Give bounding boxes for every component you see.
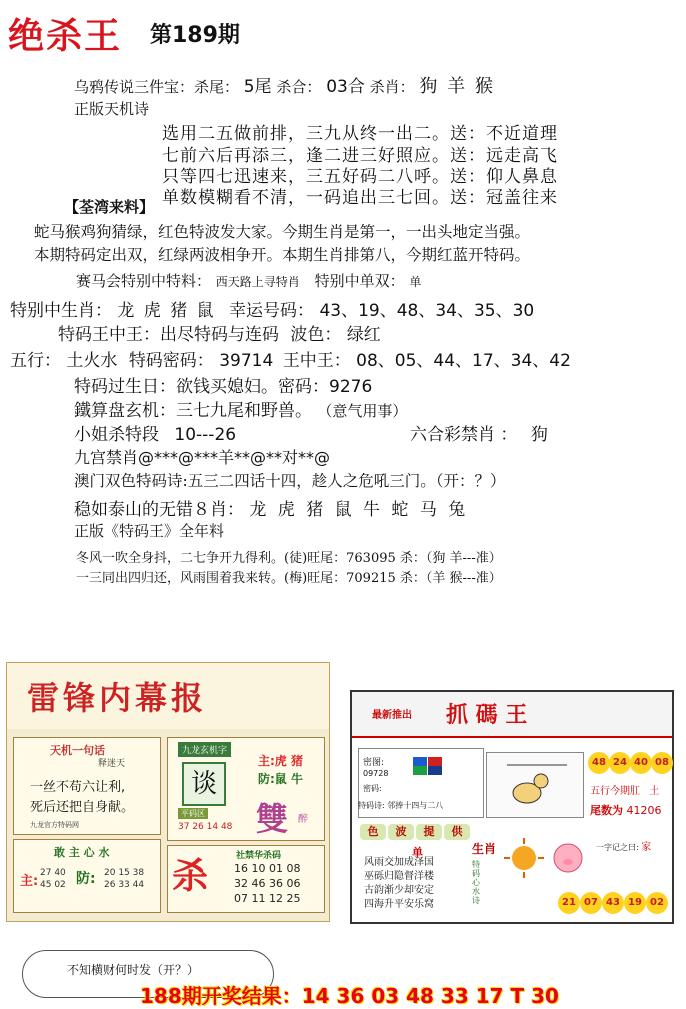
- heart-box: [13, 839, 161, 913]
- tianji-line: 一丝不苟六让利,: [30, 780, 126, 795]
- special-zodiac-label: 特别中生肖：: [10, 301, 112, 321]
- code-label: 密码:: [363, 784, 382, 793]
- tianji-foot: 九龙官方特码网: [30, 821, 79, 829]
- right-poem-line: 古韵渐少却安定: [364, 885, 434, 896]
- draw-result: 188期开奖结果：14 36 03 48 33 17 T 30: [140, 984, 559, 1008]
- zhu-nums: 45 02: [40, 880, 66, 890]
- tianji-label: 天机一句话: [50, 744, 105, 757]
- shebang-row: 16 10 01 08: [234, 862, 301, 875]
- zhuamawang-panel: [350, 690, 674, 924]
- kill-combo-label: 杀合：: [276, 78, 322, 96]
- tail-row: [590, 802, 662, 818]
- wave-label: 波色：: [290, 325, 342, 345]
- shebang-label: 社禁华杀码: [236, 851, 282, 861]
- cartoon-image: [486, 752, 584, 818]
- heart-label: 敢 主 心 水: [54, 846, 110, 859]
- zhuamawang-title: 抓 碼 王: [446, 702, 528, 728]
- number-ball: 40: [630, 752, 652, 774]
- source-text: 本期特码定出双，红绿两波相争开。本期生肖排第八，今期红蓝开特码。: [34, 246, 531, 264]
- abacus-line: [74, 396, 407, 421]
- wenzi-char: 谈: [182, 762, 226, 806]
- poem-title: 正版天机诗: [74, 100, 150, 118]
- lucky-numbers: 43、19、48、34、35、30: [319, 301, 535, 321]
- lhc-value: 狗: [530, 425, 548, 445]
- source-label: 【荃湾来料】: [64, 198, 155, 216]
- number-ball: 08: [651, 752, 673, 774]
- horse-club-line: [76, 270, 421, 291]
- wzw-label: 王中王：: [282, 351, 351, 371]
- stable-value: 龙 虎 猪 鼠 牛 蛇 马 兔: [249, 500, 469, 520]
- special-zodiac-line: [10, 296, 534, 321]
- wuxing-label: 五行：: [10, 351, 61, 371]
- number-ball: 02: [646, 892, 668, 914]
- lhc-label: 六合彩禁肖 ：: [410, 425, 518, 445]
- wuxing-line: [10, 346, 571, 371]
- kill-tail: 5尾: [243, 77, 272, 97]
- wuxing-value: 土火水: [66, 351, 118, 371]
- jiugong-line: 九宫禁肖@***@***羊**@**对**@: [74, 448, 331, 467]
- sha-char: 杀: [172, 856, 209, 897]
- horse-club-value: 西天路上寻特肖: [215, 275, 300, 289]
- sun-icon: [502, 838, 546, 878]
- king-line: [58, 320, 381, 345]
- right-poem-line: 风雨交加成泽国: [364, 857, 434, 868]
- issue-number: 第189期: [150, 23, 240, 48]
- poem-line: 七前六后再添三，逢二进三好照应。送：远走高飞: [162, 146, 558, 166]
- number-ball: 43: [602, 892, 624, 914]
- zhu-nums: 27 40: [40, 868, 66, 878]
- tianji-sub: 释迷天: [98, 759, 126, 769]
- wuxing-line-value: 土: [649, 786, 660, 797]
- right-poem-line: 巫砾归隐督洋楼: [364, 871, 434, 882]
- tail-value: 41206: [626, 804, 662, 817]
- pingte-nums: 37 26 14 48: [178, 822, 233, 832]
- stable-line: [74, 495, 468, 520]
- single-double-value: 单: [409, 275, 422, 289]
- poem-row: [358, 800, 443, 811]
- logo-icon: [413, 757, 443, 775]
- tianji-line: 死后还把自身献。: [30, 800, 135, 815]
- leifeng-panel: [6, 662, 330, 922]
- right-poem-line: 四海升平安乐窝: [364, 899, 434, 910]
- shebang-row: 32 46 36 06: [234, 877, 301, 890]
- zhu-label: 主:: [20, 874, 39, 889]
- new-label: 最新推出: [372, 710, 412, 721]
- number-ball: 19: [624, 892, 646, 914]
- zhuamawang-header: [352, 692, 672, 738]
- pig-icon: [548, 838, 588, 876]
- yearly-line: 正版《特码王》全年料: [74, 522, 225, 540]
- kill-line: [74, 72, 495, 98]
- poem-line: 选用二五做前排，三九从终一出二。送：不近道理: [162, 124, 558, 144]
- number-ball: 48: [588, 752, 610, 774]
- macau-line: 澳门双色特码诗:五三二四话十四，趁人之危吼三门。（开：？）: [74, 472, 506, 490]
- fang2: 防:鼠 牛: [258, 772, 303, 786]
- stable-label: 稳如泰山的无错８肖：: [74, 500, 244, 520]
- source-text: 蛇马猴鸡狗猜绿，红色特波发大家。今期生肖是第一，一出头地定当强。: [34, 223, 531, 241]
- tag-label: 提: [416, 824, 442, 840]
- verse-line: 冬风一吹全身抖，二七争开九得利。(徒)旺尾：763095 杀：（狗 羊---准）: [76, 551, 502, 566]
- kill-combo: 03合: [326, 77, 365, 97]
- secret-value: 39714: [219, 351, 274, 371]
- word-label: 一字记之曰:: [596, 843, 639, 852]
- wzw-value: 08、05、44、17、34、42: [356, 351, 571, 371]
- single-double-label: 特别中单双：: [314, 272, 405, 290]
- tianji-box: [13, 737, 161, 835]
- lhc-line: [410, 420, 548, 445]
- cloud-text: 不知横财何时发（开？）: [67, 963, 200, 977]
- poem-line: 单数模糊看不清，一码追出三七回。送：冠盖往来: [162, 188, 558, 208]
- word-value: 家: [641, 842, 652, 853]
- verse-line: 一三同出四归还，风雨围着我来转。(梅)旺尾：709215 杀：（羊 猴---准）: [76, 571, 502, 586]
- horse-club-label: 赛马会特别中特料：: [76, 272, 212, 290]
- zhu2: 主:虎 猪: [258, 754, 303, 768]
- miss-value: 10---26: [174, 425, 237, 445]
- kill-label: 乌鸦传说三件宝：杀尾：: [74, 78, 240, 96]
- kill-zodiacs: 狗 羊 猴: [419, 76, 495, 97]
- birthday-line: 特码过生日：欲钱买媳妇。密码：9276: [74, 377, 373, 397]
- secret-num: 09728: [363, 769, 389, 778]
- poem-line: 只等四七迅速来，三五好码二八呼。送：仰人鼻息: [162, 167, 558, 187]
- number-ball: 21: [558, 892, 580, 914]
- wenzi-box: [167, 737, 325, 841]
- king-text: 特码王中王：出尽特码与连码: [58, 325, 279, 345]
- pingte-label: 平码区: [178, 808, 208, 819]
- abacus-text: 鐵算盘玄机：三七九尾和野兽。: [74, 401, 312, 421]
- secret-label: 特码密码：: [128, 351, 214, 371]
- right-poem-block: [364, 856, 434, 912]
- tag-label: 供: [444, 824, 470, 840]
- fang-nums: 20 15 38: [104, 868, 145, 878]
- side-label: 特码心水诗: [472, 860, 480, 905]
- zui-char: 醉: [298, 814, 308, 825]
- miss-line: [74, 420, 236, 445]
- page-title: 绝杀王: [8, 15, 123, 57]
- wuxing-line-label: 五行今期肛: [590, 786, 640, 797]
- wenzi-label: 九龙玄机字: [178, 742, 231, 757]
- wave-value: 绿红: [346, 325, 381, 345]
- word-row: [596, 838, 651, 853]
- kill-zodiac-label: 杀肖：: [369, 78, 415, 96]
- leifeng-title: 雷锋内幕报: [27, 679, 208, 717]
- shebang-box: [167, 845, 325, 913]
- shuang-char: 雙: [256, 800, 289, 838]
- tag-label: 波: [388, 824, 414, 840]
- secret-label: 密图:: [363, 758, 385, 768]
- abacus-note: （意气用事）: [317, 402, 408, 420]
- special-zodiac-value: 龙 虎 猪 鼠: [117, 301, 216, 321]
- wuxing-row: [590, 782, 659, 797]
- number-ball: 24: [609, 752, 631, 774]
- fang-nums: 26 33 44: [104, 880, 145, 890]
- leifeng-header: [7, 663, 329, 729]
- right-poem-label: 特码诗:: [358, 801, 385, 810]
- tag-label: 色: [360, 824, 386, 840]
- shebang-row: 07 11 12 25: [234, 892, 301, 905]
- tail-label: 尾数为: [590, 804, 623, 817]
- right-poem-text: 邻捧十四与二八: [387, 801, 444, 810]
- miss-label: 小姐杀特段: [74, 425, 159, 445]
- shengxiao-label: 生肖: [472, 842, 497, 856]
- color-value: 单: [412, 846, 423, 859]
- number-ball: 07: [580, 892, 602, 914]
- fang-label: 防:: [76, 871, 96, 887]
- lucky-label: 幸运号码：: [229, 301, 315, 321]
